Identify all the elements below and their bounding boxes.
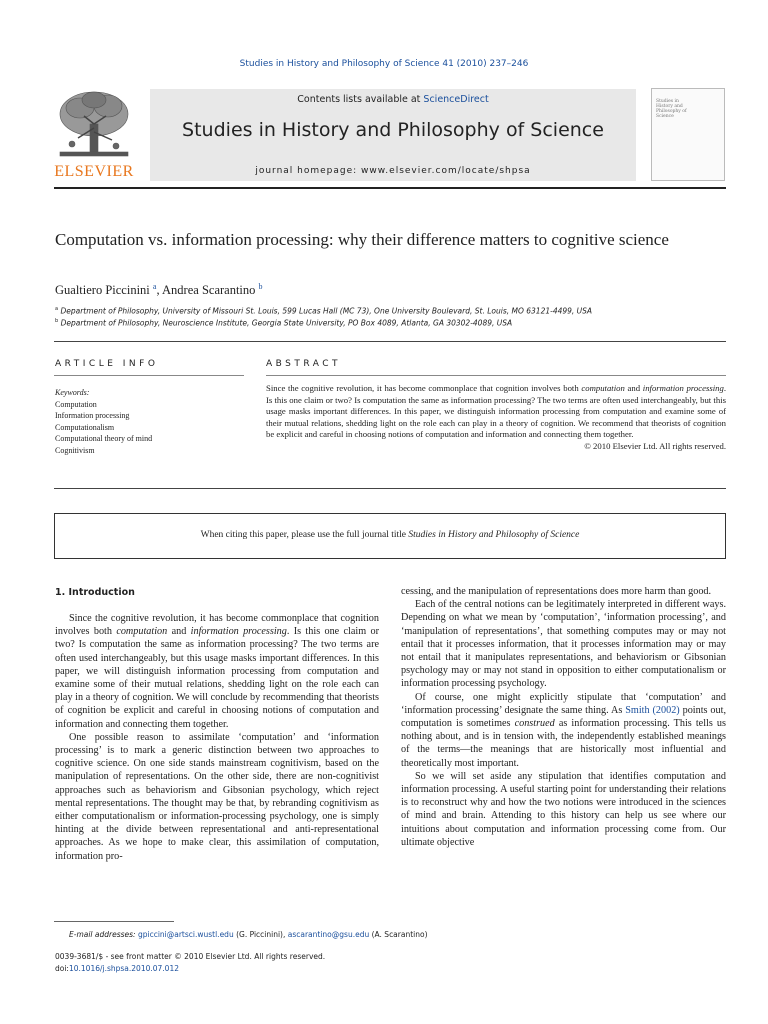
abstract-part: . Is this one claim or two? Is computation the same as information processing? The two terms are often used interchangeably, but this usage masks important differences. In this paper, we distinguish information processing from computation and examine some of their mutual relations, shedding light on the role each can play in a theory of cognition. We recommend that theorists of cognition be explicit and careful in choosing notions of computation and information and connecting them together. [266, 383, 727, 439]
text-run: points out, computation is sometimes [401, 704, 726, 730]
abstract-rule [266, 375, 726, 376]
abstract-part: Since the cognitive revolution, it has become commonplace that cognition involves both [266, 383, 582, 393]
info-rule [54, 341, 726, 342]
citation-notice-journal: Studies in History and Philosophy of Science [408, 530, 580, 540]
left-column [55, 612, 379, 863]
abstract-heading: ABSTRACT [266, 359, 342, 369]
sciencedirect-link[interactable]: ScienceDirect [423, 94, 489, 105]
abstract-emphasis: information processing [642, 383, 724, 393]
keyword: Computational theory of mind [55, 434, 153, 443]
reference-link[interactable]: Smith (2002) [625, 704, 680, 716]
issn-line: 0039-3681/$ - see front matter © 2010 Elsevier Ltd. All rights reserved. [55, 952, 326, 961]
email-owner-1: (G. Piccinini), [236, 930, 286, 939]
keywords-block [55, 387, 152, 456]
affiliation-b [55, 318, 512, 328]
affil-a-mark: a [55, 306, 59, 312]
right-column [401, 585, 726, 849]
email-owner-2: (A. Scarantino) [371, 930, 428, 939]
cover-title: Studies in History and Philosophy of Science [656, 99, 687, 119]
keywords-label: Keywords: [55, 388, 90, 397]
paragraph [55, 612, 379, 731]
abstract-text [266, 383, 726, 452]
text-run: Of course, one might explicitly stipulate that ‘computation’ and ‘information processing’ designate the same thing. As [401, 691, 726, 716]
author-1: Gualtiero Piccinini [55, 283, 150, 298]
doi-line [55, 964, 179, 973]
contents-prefix: Contents lists available at [297, 94, 424, 105]
section-heading: 1. Introduction [55, 587, 135, 598]
paragraph [401, 691, 726, 770]
email-link-1[interactable]: gpiccini@artsci.wustl.edu [137, 930, 234, 939]
email-label: E-mail addresses: [69, 930, 136, 939]
text-emphasis: computation [116, 626, 168, 638]
paper-title: Computation vs. information processing: why their difference matters to cognitive science [55, 230, 669, 249]
text-emphasis: construed [514, 718, 555, 730]
paragraph: So we will set aside any stipulation that identifies computation and information processing. A useful starting point for understanding their relations is to reconstruct why and how the two notions were introduced in the sciences of mind and brain. Attending to this history can help us see where our intuitions about computation and information processing come from. Our ultimate objective [401, 770, 726, 848]
article-info-heading: ARTICLE INFO [55, 359, 159, 369]
affil-a-text: Department of Philosophy, University of Missouri St. Louis, 599 Lucas Hall (MC 73), One University Boulevard, St. Louis, MO 63121-4499, USA [60, 306, 593, 316]
keyword: Computationalism [55, 422, 115, 432]
author-list [55, 282, 263, 298]
text-run: Since the cognitive revolution, it has become commonplace that cognition involves both [55, 613, 379, 638]
text-run: . Is this one claim or two? Is computation the same as information processing? The two terms are often used interchangeably, but this usage masks important differences. In this paper, we will distinguish information processing from computation and examine some of their mutual relations, shedding light on the role each can play in a theory of cognition. We will conclude by recommending that theorists of cognition be explicit and careful in choosing notions of computation and information and connecting them together. [55, 626, 379, 730]
text-run: and [167, 626, 191, 638]
journal-homepage[interactable]: journal homepage: www.elsevier.com/locate/shpsa [255, 166, 531, 176]
header-rule [54, 187, 726, 189]
journal-title: Studies in History and Philosophy of Science [182, 119, 604, 141]
affiliation-a [55, 306, 592, 316]
doi-link[interactable]: 10.1016/j.shpsa.2010.07.012 [68, 964, 180, 973]
abstract-bottom-rule [54, 488, 726, 489]
keyword: Information processing [55, 411, 130, 420]
journal-cover-thumbnail [651, 88, 725, 181]
text-emphasis: information processing [190, 626, 287, 638]
elsevier-wordmark: ELSEVIER [54, 163, 134, 180]
doi-prefix: doi: [55, 964, 69, 973]
author-2: Andrea Scarantino [162, 283, 256, 298]
citation-notice [54, 530, 726, 540]
author-separator: , [156, 283, 163, 298]
keyword: Cognitivism [55, 445, 95, 455]
footnote-rule [54, 921, 174, 922]
abstract-part: and [624, 383, 643, 393]
author-1-affil-mark[interactable]: a [152, 282, 157, 291]
abstract-emphasis: computation [581, 383, 625, 393]
contents-line [150, 94, 636, 105]
keyword: Computation [55, 399, 97, 409]
paragraph: One possible reason to assimilate ‘computation’ and ‘information processing’ is to mark a generic distinction between two approaches to cognitive science. On one side stands mainstream cognitivism, based on the manipulation of representations. On the other side, there are non-cognitivist approaches such as behaviorism and Gibsonian psychology, which reject mental representations. The thought may be that, by rebranding cognitivism as either computationalism or information-processing psychology, one is simply hinting at the divide between representational and anti-representational approaches. As we hope to make clear, this assimilation of computation, information pro- [55, 731, 379, 862]
affil-b-mark: b [55, 318, 59, 324]
text-run: as information processing. This tells us nothing about, and is in tension with, the independently established meanings of the terms—the meanings that are historically most influential and theoretically most important. [401, 718, 726, 769]
journal-citation[interactable]: Studies in History and Philosophy of Science 41 (2010) 237–246 [239, 59, 529, 69]
affil-b-text: Department of Philosophy, Neuroscience Institute, Georgia State University, PO Box 4089, Atlanta, GA 30302-4089, USA [60, 318, 513, 328]
email-link-2[interactable]: ascarantino@gsu.edu [287, 930, 370, 939]
paragraph: cessing, and the manipulation of representations does more harm than good. [401, 586, 712, 597]
article-info-rule [54, 375, 244, 376]
abstract-copyright: © 2010 Elsevier Ltd. All rights reserved. [584, 440, 726, 451]
email-footnote [69, 930, 428, 939]
paragraph: Each of the central notions can be legitimately interpreted in different ways. Depending on what we mean by ‘computation’, ‘information processing’, and ‘manipulation of representations’, that something computes may or may not entail that it processes information, that it processes information may or may not entail that it manipulates representations, and behaviorism or Gibsonian psychology may or may not stand in opposition to either computationalism or information processing psychology. [401, 599, 726, 690]
author-2-affil-mark[interactable]: b [258, 282, 263, 291]
citation-notice-prefix: When citing this paper, please use the full journal title [200, 530, 409, 540]
